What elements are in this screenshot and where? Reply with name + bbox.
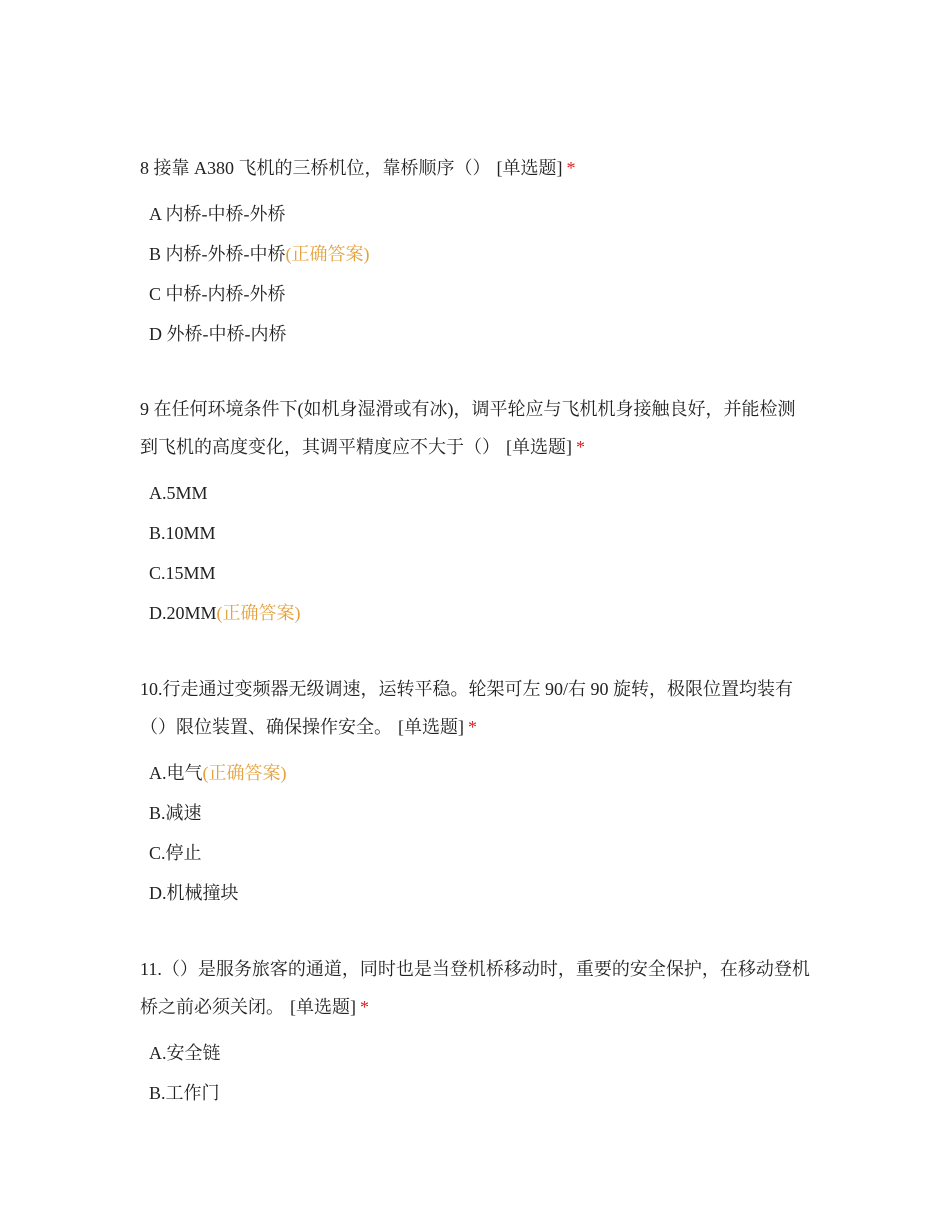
option-text: B.工作门 <box>149 1083 220 1103</box>
option-a <box>149 753 810 793</box>
option-text: D 外桥-中桥-内桥 <box>149 324 287 344</box>
option-a <box>149 473 810 513</box>
option-text: C.停止 <box>149 843 202 863</box>
question-title <box>140 950 810 1026</box>
question-type-tag: [单选题] <box>290 997 356 1017</box>
correct-answer-label: (正确答案) <box>202 763 287 783</box>
option-c <box>149 553 810 593</box>
option-text: B.减速 <box>149 803 202 823</box>
question-10 <box>140 670 810 913</box>
correct-answer-label: (正确答案) <box>285 244 370 264</box>
option-a <box>149 1033 810 1073</box>
question-type-tag: [单选题] <box>496 158 563 178</box>
question-title <box>140 390 810 466</box>
option-d <box>149 873 810 913</box>
required-mark: * <box>576 437 585 457</box>
option-text: D.20MM <box>149 603 217 623</box>
option-text: C.15MM <box>149 563 216 583</box>
option-text: D.机械撞块 <box>149 883 239 903</box>
required-mark: * <box>566 158 576 178</box>
option-c <box>149 274 810 314</box>
option-text: B 内桥-外桥-中桥 <box>149 244 286 264</box>
option-text: B.10MM <box>149 523 216 543</box>
option-text: A 内桥-中桥-外桥 <box>149 204 286 224</box>
question-text: 8 接靠 A380 飞机的三桥机位，靠桥顺序（） <box>140 158 491 178</box>
option-d <box>149 314 810 354</box>
option-b <box>149 234 810 274</box>
question-text: 9 在任何环境条件下(如机身湿滑或有冰)，调平轮应与飞机机身接触良好，并能检测到飞机的高度变化，其调平精度应不大于（） <box>140 399 796 457</box>
option-text: C 中桥-内桥-外桥 <box>149 284 286 304</box>
question-8 <box>140 149 810 354</box>
option-text: A.安全链 <box>149 1043 221 1063</box>
option-d <box>149 593 810 633</box>
option-text: A.5MM <box>149 483 208 503</box>
question-title <box>140 670 810 746</box>
question-11 <box>140 950 810 1113</box>
option-b <box>149 793 810 833</box>
question-title <box>140 149 810 187</box>
option-b <box>149 513 810 553</box>
question-type-tag: [单选题] <box>398 717 464 737</box>
required-mark: * <box>360 997 369 1017</box>
question-text: 11.（）是服务旅客的通道，同时也是当登机桥移动时，重要的安全保护，在移动登机桥之前必须关闭。 <box>140 959 810 1017</box>
question-text: 10.行走通过变频器无级调速，运转平稳。轮架可左 90/右 90 旋转，极限位置均装有（）限位装置、确保操作安全。 <box>140 679 793 737</box>
question-9 <box>140 390 810 633</box>
required-mark: * <box>468 717 477 737</box>
option-c <box>149 833 810 873</box>
question-type-tag: [单选题] <box>506 437 572 457</box>
option-b <box>149 1073 810 1113</box>
option-text: A.电气 <box>149 763 203 783</box>
option-a <box>149 194 810 234</box>
correct-answer-label: (正确答案) <box>216 603 301 623</box>
